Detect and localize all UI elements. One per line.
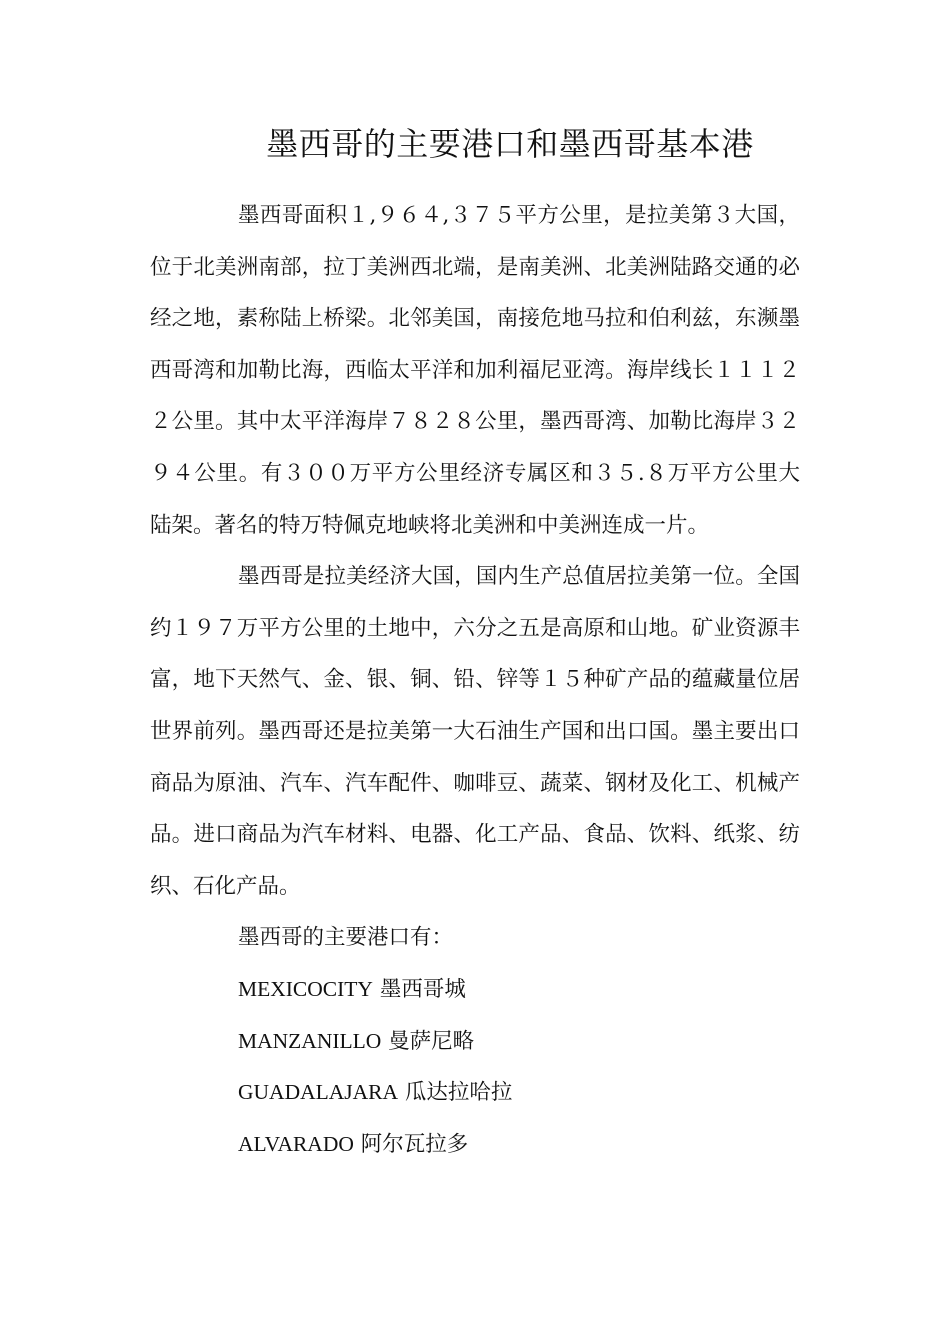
- port-item: [150, 1016, 800, 1068]
- port-code: MEXICOCITY: [238, 976, 373, 1001]
- document-body: [150, 190, 800, 1170]
- ports-heading: 墨西哥的主要港口有：: [238, 925, 454, 951]
- port-list: [150, 964, 800, 1170]
- port-item: [150, 964, 800, 1016]
- port-code: MANZANILLO: [238, 1028, 382, 1053]
- port-code: GUADALAJARA: [238, 1080, 399, 1105]
- port-code: ALVARADO: [238, 1131, 354, 1156]
- port-name: 墨西哥城: [379, 976, 466, 1002]
- port-name: 曼萨尼略: [388, 1028, 475, 1054]
- paragraph-economy: 墨西哥是拉美经济大国，国内生产总值居拉美第一位。全国约１９７万平方公里的土地中，六分之五是高原和山地。矿业资源丰富，地下天然气、金、银、铜、铅、锌等１５种矿产品的蕴藏量位居世界前列。墨西哥还是拉美第一大石油生产国和出口国。墨主要出口商品为原油、汽车、汽车配件、咖啡豆、蔬菜、钢材及化工、机械产品。进口商品为汽车材料、电器、化工产品、食品、饮料、纸浆、纺织、石化产品。: [150, 564, 800, 899]
- paragraph-geography: 墨西哥面积１,９６４,３７５平方公里，是拉美第３大国，位于北美洲南部，拉丁美洲西北端，是南美洲、北美洲陆路交通的必经之地，素称陆上桥梁。北邻美国，南接危地马拉和伯利兹，东濒墨西哥湾和加勒比海，西临太平洋和加利福尼亚湾。海岸线长１１１２２公里。其中太平洋海岸７８２８公里，墨西哥湾、加勒比海岸３２９４公里。有３００万平方公里经济专属区和３５.８万平方公里大陆架。著名的特万特佩克地峡将北美洲和中美洲连成一片。: [150, 203, 800, 538]
- document-title: 墨西哥的主要港口和墨西哥基本港: [266, 125, 754, 163]
- port-item: [150, 1067, 800, 1119]
- port-name: 阿尔瓦拉多: [360, 1131, 469, 1157]
- port-name: 瓜达拉哈拉: [404, 1080, 513, 1106]
- port-item: [150, 1119, 800, 1171]
